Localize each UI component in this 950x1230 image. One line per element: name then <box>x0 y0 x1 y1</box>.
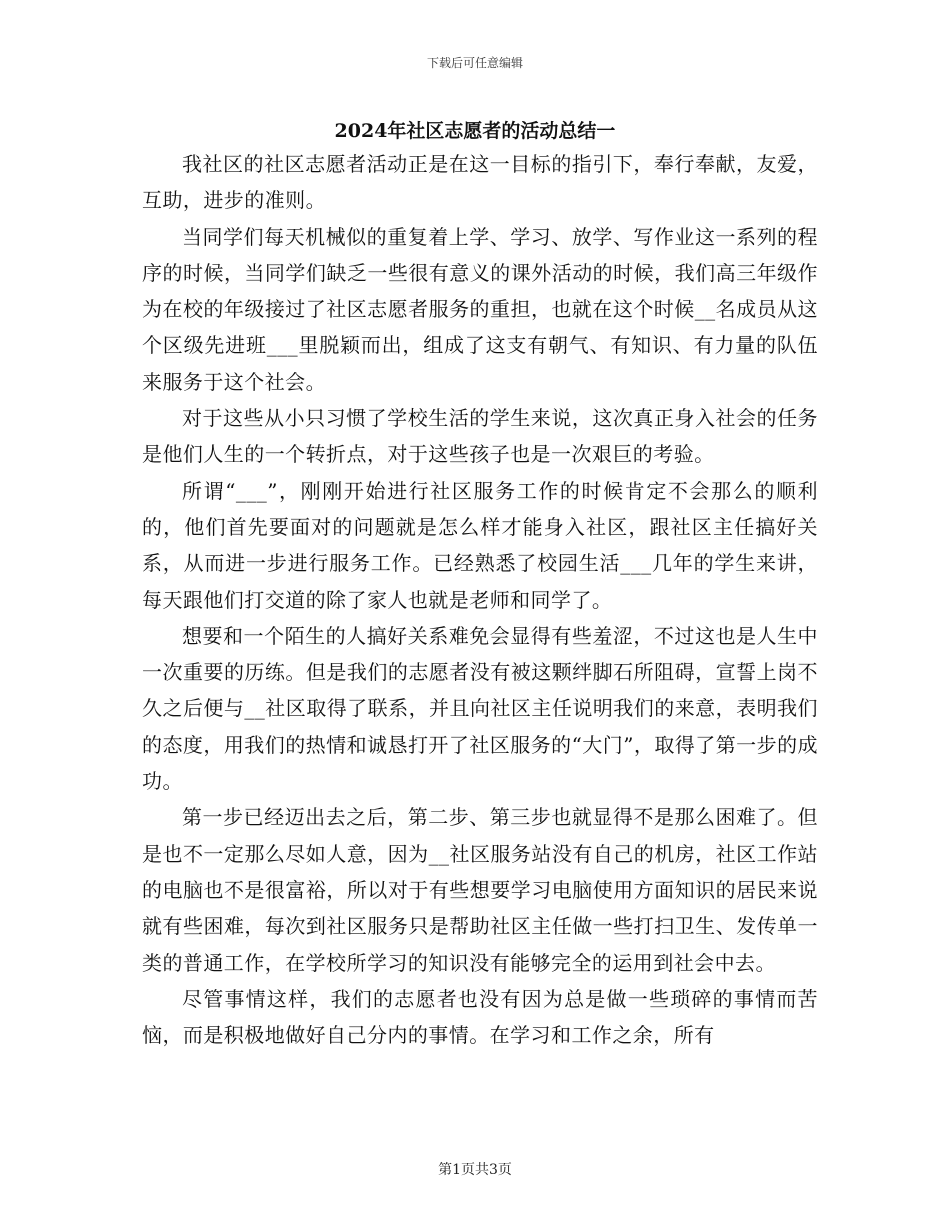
document-body <box>142 146 818 1053</box>
paragraph: 尽管事情这样，我们的志愿者也没有因为总是做一些琐碎的事情而苦恼，而是积极地做好自己分内的事情。在学习和工作之余，所有 <box>142 986 818 1048</box>
header-note: 下载后可任意编辑 <box>426 56 523 70</box>
paragraph: 想要和一个陌生的人搞好关系难免会显得有些羞涩，不过这也是人生中一次重要的历练。但是我们的志愿者没有被这颗绊脚石所阻碍，宣誓上岗不久之后便与__社区取得了联系，并且向社区主任说明我们的来意，表明我们的态度，用我们的热情和诚恳打开了社区服务的“大门”，取得了第一步的成功。 <box>142 623 818 794</box>
document-title: 2024年社区志愿者的活动总结一 <box>334 120 616 142</box>
paragraph: 第一步已经迈出去之后，第二步、第三步也就显得不是那么困难了。但是也不一定那么尽如人意，因为__社区服务站没有自己的机房，社区工作站的电脑也不是很富裕，所以对于有些想要学习电脑使用方面知识的居民来说就有些困难，每次到社区服务只是帮助社区主任做一些打扫卫生、发传单一类的普通工作，在学校所学习的知识没有能够完全的运用到社会中去。 <box>142 805 818 975</box>
paragraph: 所谓“___”，刚刚开始进行社区服务工作的时候肯定不会那么的顺利的，他们首先要面对的问题就是怎么样才能身入社区，跟社区主任搞好关系，从而进一步进行服务工作。已经熟悉了校园生活___几年的学生来讲，每天跟他们打交道的除了家人也就是老师和同学了。 <box>142 478 818 612</box>
paragraph: 对于这些从小只习惯了学校生活的学生来说，这次真正身入社会的任务是他们人生的一个转折点，对于这些孩子也是一次艰巨的考验。 <box>142 406 818 467</box>
paragraph: 我社区的社区志愿者活动正是在这一目标的指引下，奉行奉献，友爱，互助，进步的准则。 <box>142 152 818 213</box>
paragraph: 当同学们每天机械似的重复着上学、学习、放学、写作业这一系列的程序的时候，当同学们缺乏一些很有意义的课外活动的时候，我们高三年级作为在校的年级接过了社区志愿者服务的重担，也就在这个时候__名成员从这个区级先进班___里脱颖而出，组成了这支有朝气、有知识、有力量的队伍来服务于这个社会。 <box>142 224 818 394</box>
page-footer: 第1页共3页 <box>438 1162 512 1178</box>
